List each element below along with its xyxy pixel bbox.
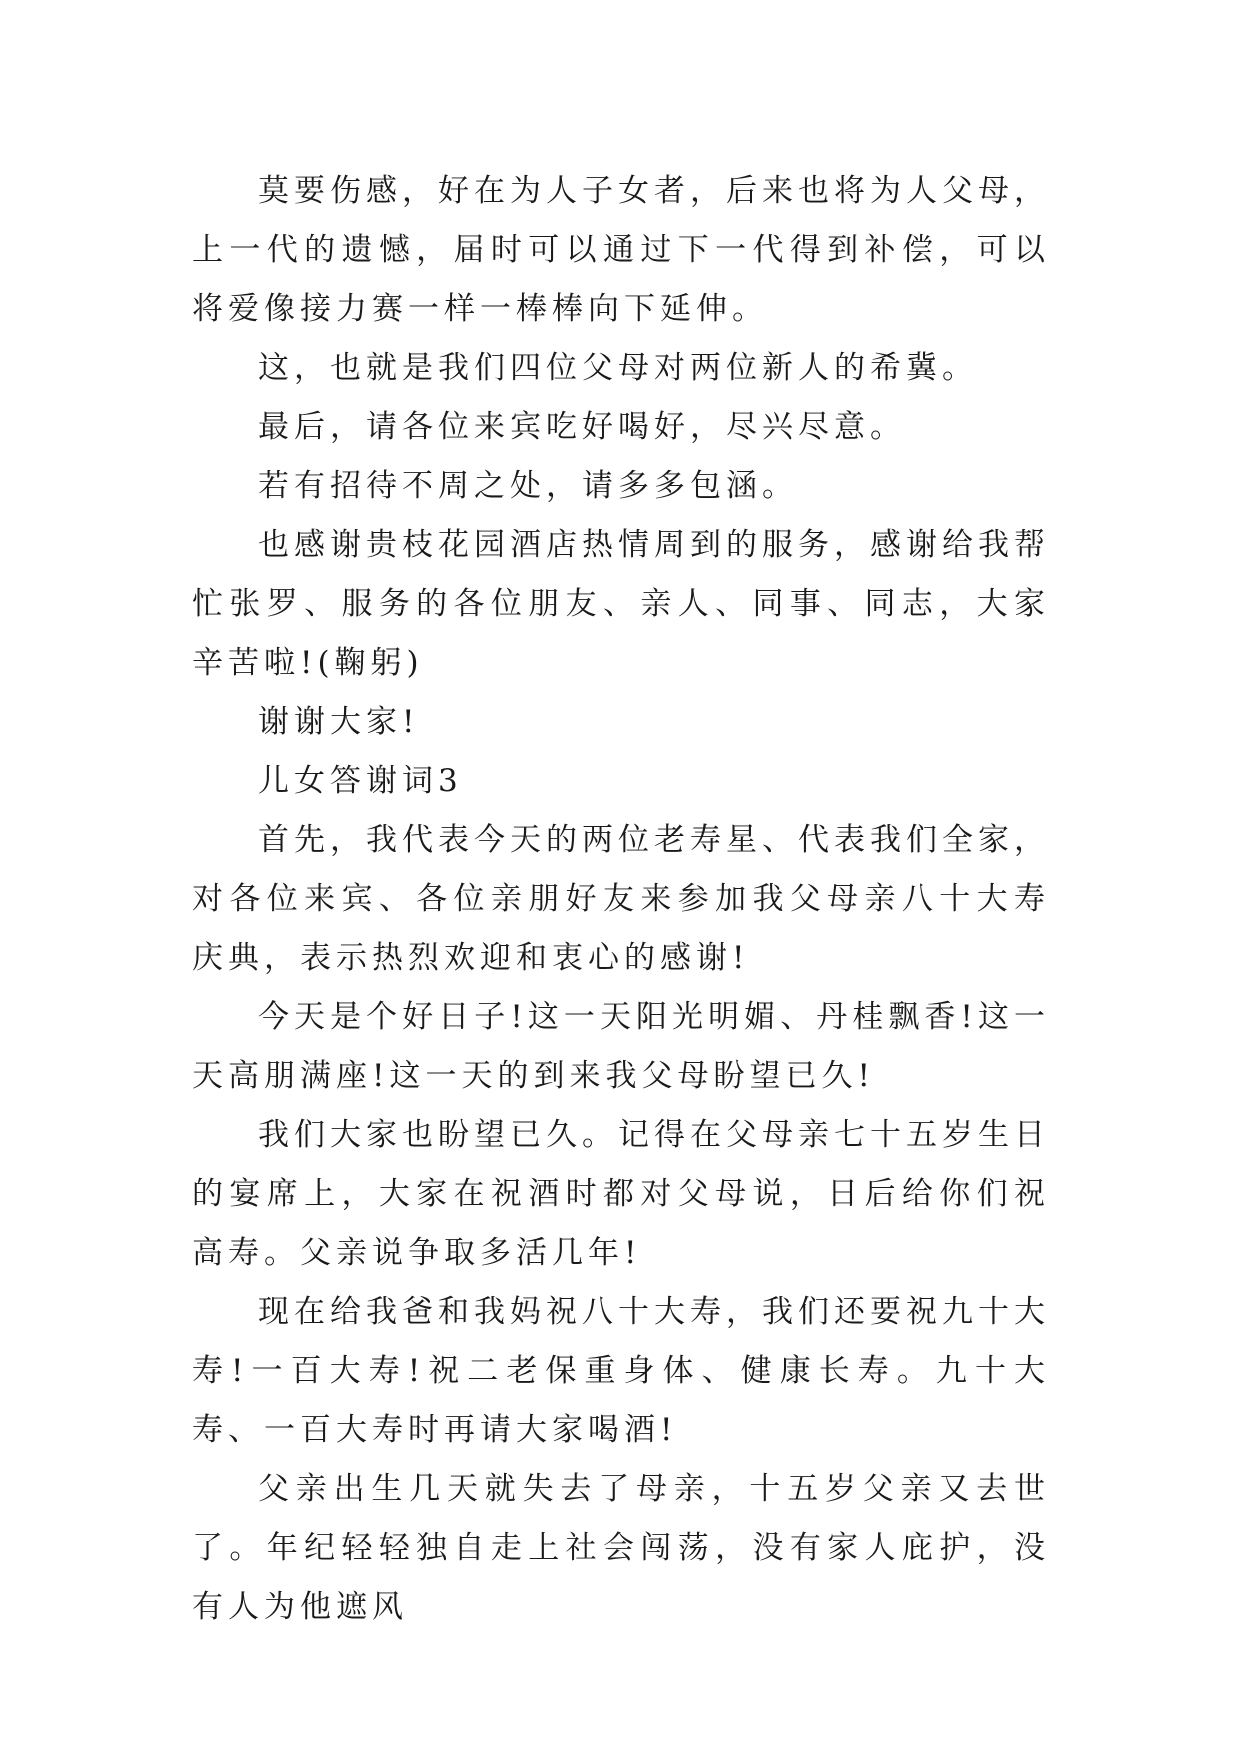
paragraph-8: 首先，我代表今天的两位老寿星、代表我们全家，对各位来宾、各位亲朋好友来参加我父母亲八十大寿庆典，表示热烈欢迎和衷心的感谢!: [192, 822, 1050, 976]
paragraph-3: 最后，请各位来宾吃好喝好，尽兴尽意。: [258, 409, 906, 445]
paragraph-1: 莫要伤感，好在为人子女者，后来也将为人父母，上一代的遗憾，届时可以通过下一代得到补偿，可以将爱像接力赛一样一棒棒向下延伸。: [192, 173, 1050, 327]
paragraph-9: 今天是个好日子!这一天阳光明媚、丹桂飘香!这一天高朋满座!这一天的到来我父母盼望已久!: [192, 999, 1050, 1094]
document-body: [192, 162, 1050, 1637]
section-heading: 儿女答谢词3: [258, 763, 463, 799]
paragraph-6: 谢谢大家!: [258, 704, 420, 740]
paragraph-11: 现在给我爸和我妈祝八十大寿，我们还要祝九十大寿!一百大寿!祝二老保重身体、健康长寿。九十大寿、一百大寿时再请大家喝酒!: [192, 1294, 1050, 1448]
paragraph-2: 这，也就是我们四位父母对两位新人的希冀。: [258, 350, 978, 386]
paragraph-4: 若有招待不周之处，请多多包涵。: [258, 468, 798, 504]
paragraph-12: 父亲出生几天就失去了母亲，十五岁父亲又去世了。年纪轻轻独自走上社会闯荡，没有家人庇护，没有人为他遮风: [192, 1471, 1050, 1625]
paragraph-10: 我们大家也盼望已久。记得在父母亲七十五岁生日的宴席上，大家在祝酒时都对父母说，日后给你们祝高寿。父亲说争取多活几年!: [192, 1117, 1050, 1271]
paragraph-5: 也感谢贵枝花园酒店热情周到的服务，感谢给我帮忙张罗、服务的各位朋友、亲人、同事、同志，大家辛苦啦!(鞠躬): [192, 527, 1050, 681]
